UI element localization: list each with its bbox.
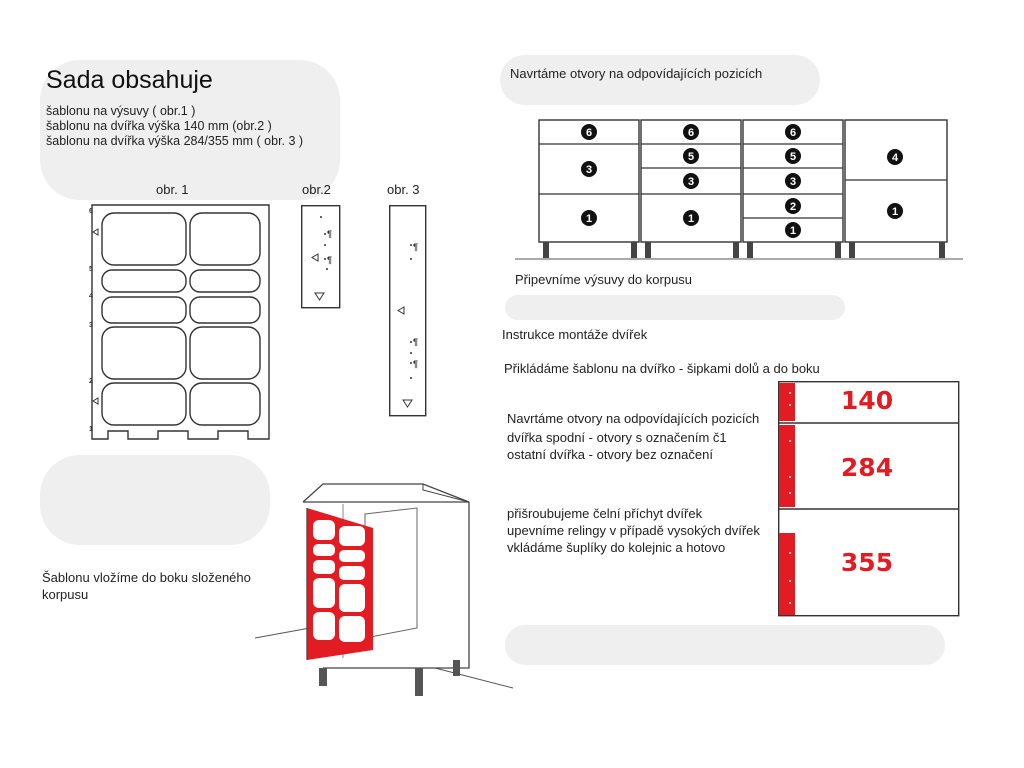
- door-template-obr3: [389, 205, 429, 417]
- marker-label: 6: [789, 127, 797, 139]
- door-instructions-title: Instrukce montáže dvířek: [502, 327, 648, 342]
- mark-label: 4: [89, 293, 93, 300]
- marker-label: 6: [687, 127, 695, 139]
- background-smudge: [40, 455, 270, 545]
- door-step-2-line: dvířka spodní - otvory s označením č1: [507, 430, 727, 445]
- marker-label: 3: [585, 164, 593, 176]
- carcass-diagram: [255, 478, 515, 708]
- door-step-3-line: upevníme relingy v případě vysokých dvířek: [507, 523, 760, 538]
- door-height-140: 140: [840, 386, 894, 415]
- marker-label: 3: [687, 176, 695, 188]
- drawer-template-obr1: [88, 203, 273, 443]
- marker-label: 1: [585, 213, 593, 225]
- page-title: Sada obsahuje: [46, 66, 213, 94]
- door-height-284: 284: [840, 453, 894, 482]
- cabinet-diagram: [515, 118, 965, 263]
- side-step-line: Šablonu vložíme do boku složeného: [42, 570, 251, 585]
- figure-label-obr3: obr. 3: [387, 182, 420, 197]
- mark-label: 3: [89, 322, 93, 329]
- door-step-1: Přikládáme šablonu na dvířko - šipkami dolů a do boku: [504, 361, 820, 376]
- side-step-line: korpusu: [42, 587, 89, 602]
- marker-label: 5: [687, 151, 695, 163]
- contents-item: šablonu na výsuvy ( obr.1 ): [46, 104, 196, 118]
- marker-label: 1: [687, 213, 695, 225]
- mark-label: 2: [89, 378, 93, 385]
- door-template-obr2: [301, 205, 341, 309]
- marker-label: 5: [789, 151, 797, 163]
- marker-label: 1: [789, 225, 797, 237]
- cabinet-caption: Připevníme výsuvy do korpusu: [515, 272, 693, 287]
- door-step-3-line: přišroubujeme čelní příchyt dvířek: [507, 506, 703, 521]
- mark-label: 5: [89, 266, 93, 273]
- svg-text:¶: ¶: [413, 359, 419, 369]
- background-smudge: [505, 295, 845, 320]
- marker-label: 4: [891, 152, 899, 164]
- background-smudge: [505, 625, 945, 665]
- marker-label: 2: [789, 201, 797, 213]
- svg-text:¶: ¶: [413, 337, 419, 347]
- mark-label: 1: [89, 426, 93, 433]
- svg-text:¶: ¶: [327, 229, 333, 239]
- door-step-2-line: Navrtáme otvory na odpovídajících pozicích: [507, 411, 760, 426]
- door-height-355: 355: [840, 548, 894, 577]
- marker-label: 3: [789, 176, 797, 188]
- door-panels-diagram: [778, 381, 960, 617]
- door-step-3-line: vkládáme šuplíky do kolejnic a hotovo: [507, 540, 726, 555]
- contents-item: šablonu na dvířka výška 284/355 mm ( obr. 3 ): [46, 134, 304, 148]
- figure-label-obr1: obr. 1: [156, 182, 189, 197]
- figure-label-obr2: obr.2: [302, 182, 331, 197]
- marker-label: 1: [891, 206, 899, 218]
- svg-text:¶: ¶: [413, 242, 419, 252]
- marker-label: 6: [585, 127, 593, 139]
- svg-text:¶: ¶: [327, 255, 333, 265]
- drill-instruction: Navrtáme otvory na odpovídajících pozicích: [510, 66, 763, 81]
- door-step-2-line: ostatní dvířka - otvory bez označení: [507, 447, 713, 462]
- contents-item: šablonu na dvířka výška 140 mm (obr.2 ): [46, 119, 272, 133]
- mark-label: 6: [89, 208, 93, 215]
